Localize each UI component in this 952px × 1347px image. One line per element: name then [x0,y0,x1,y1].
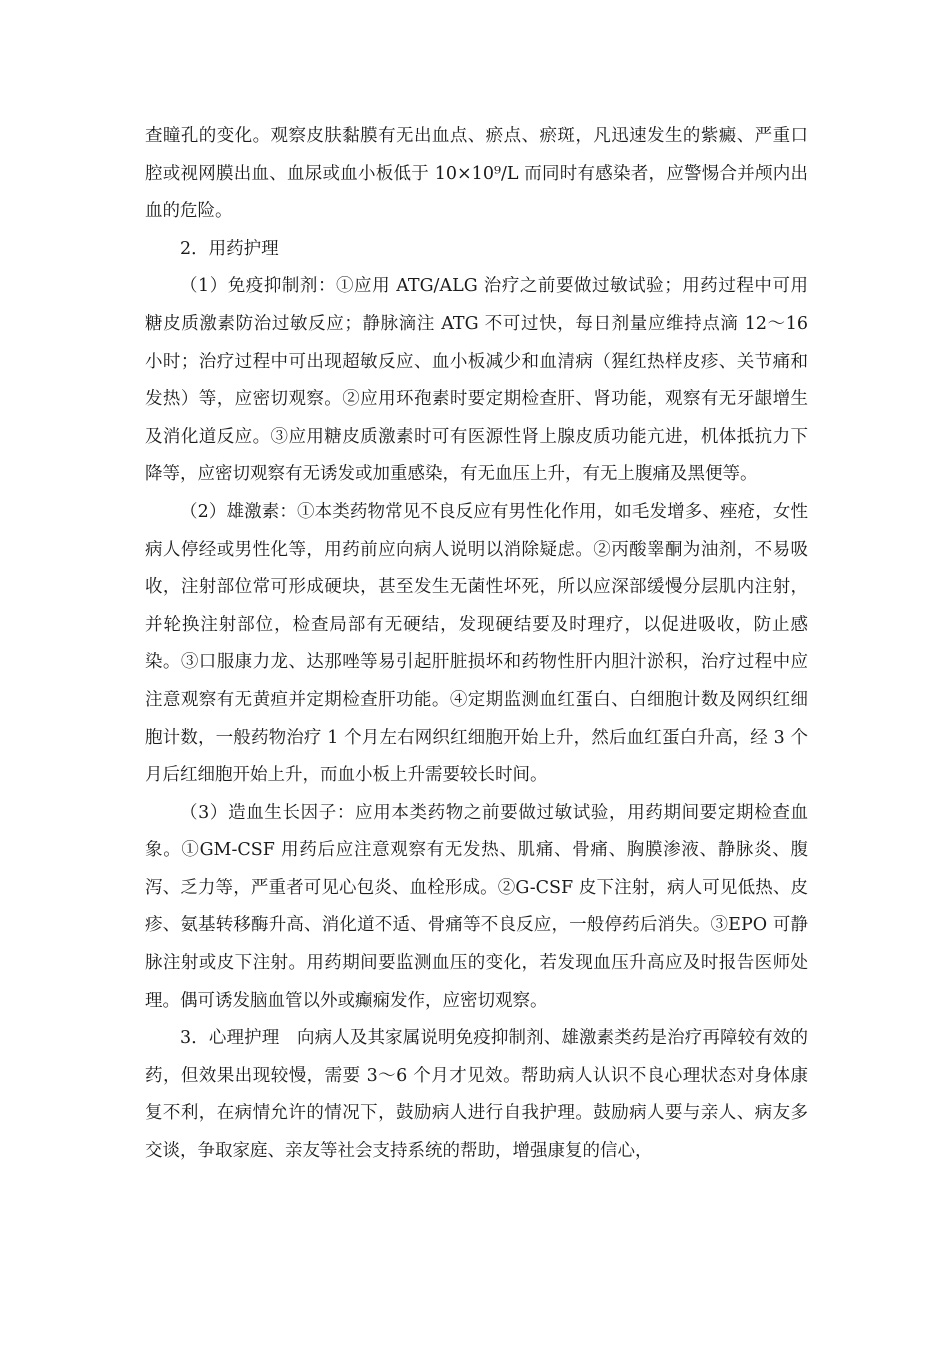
document-body [145,118,808,1171]
paragraph-androgens: （2）雄激素：①本类药物常见不良反应有男性化作用，如毛发增多、痤疮，女性病人停经或男性化等，用药前应向病人说明以消除疑虑。②丙酸睾酮为油剂，不易吸收，注射部位常可形成硬块，甚至发生无菌性坏死，所以应深部缓慢分层肌内注射，并轮换注射部位，检查局部有无硬结，发现硬结要及时理疗，以促进吸收，防止感染。③口服康力龙、达那唑等易引起肝脏损坏和药物性肝内胆汁淤积，治疗过程中应注意观察有无黄疸并定期检查肝功能。④定期监测血红蛋白、白细胞计数及网织红细胞计数，一般药物治疗 1 个月左右网织红细胞开始上升，然后血红蛋白升高，经 3 个月后红细胞开始上升，而血小板上升需要较长时间。 [145,501,808,786]
section-heading-medication-care: 2．用药护理 [180,238,279,259]
paragraph-immunosuppressants: （1）免疫抑制剂：①应用 ATG/ALG 治疗之前要做过敏试验；用药过程中可用糖皮质激素防治过敏反应；静脉滴注 ATG 不可过快，每日剂量应维持点滴 12～16 小时；治疗过程中可出现超敏反应、血小板减少和血清病（猩红热样皮疹、关节痛和发热）等，应密切观察。②应用环孢素时要定期检查肝、肾功能，观察有无牙龈增生及消化道反应。③应用糖皮质激素时可有医源性肾上腺皮质功能亢进，机体抵抗力下降等，应密切观察有无诱发或加重感染，有无血压上升，有无上腹痛及黑便等。 [145,276,808,485]
paragraph-psychological-care: 3．心理护理 向病人及其家属说明免疫抑制剂、雄激素类药是治疗再障较有效的药，但效果出现较慢，需要 3～6 个月才见效。帮助病人认识不良心理状态对身体康复不利，在病情允许的情况下，鼓励病人进行自我护理。鼓励病人要与亲人、病友多交谈，争取家庭、亲友等社会支持系统的帮助，增强康复的信心， [145,1028,808,1162]
paragraph-growth-factors: （3）造血生长因子：应用本类药物之前要做过敏试验，用药期间要定期检查血象。①GM-CSF 用药后应注意观察有无发热、肌痛、骨痛、胸膜渗液、静脉炎、腹泻、乏力等，严重者可见心包炎、血栓形成。②G-CSF 皮下注射，病人可见低热、皮疹、氨基转移酶升高、消化道不适、骨痛等不良反应，一般停药后消失。③EPO 可静脉注射或皮下注射。用药期间要监测血压的变化，若发现血压升高应及时报告医师处理。偶可诱发脑血管以外或癫痫发作，应密切观察。 [145,802,808,1011]
paragraph-continuation: 查瞳孔的变化。观察皮肤黏膜有无出血点、瘀点、瘀斑，凡迅速发生的紫癜、严重口腔或视网膜出血、血尿或血小板低于 10×10⁹/L 而同时有感染者，应警惕合并颅内出血的危险。 [145,126,808,222]
